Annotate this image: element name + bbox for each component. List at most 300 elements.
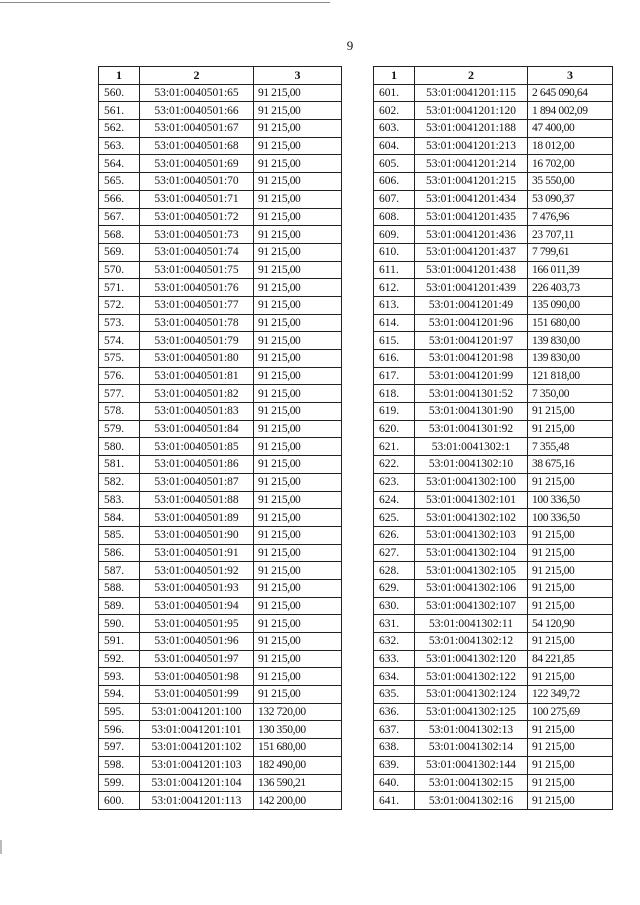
row-index: 571. — [99, 279, 140, 297]
row-index: 568. — [99, 226, 140, 244]
column-header-cadastral-number: 2 — [140, 67, 254, 85]
table-row — [374, 120, 613, 138]
row-index: 632. — [374, 633, 415, 651]
cadastral-number: 53:01:0041201:437 — [415, 243, 528, 261]
table-row — [99, 686, 342, 704]
cadastral-number: 53:01:0040501:72 — [140, 208, 254, 226]
table-row — [99, 703, 342, 721]
cadastral-value: 226 403,73 — [528, 279, 613, 297]
cadastral-value: 91 215,00 — [254, 403, 342, 421]
row-index: 582. — [99, 473, 140, 491]
row-index: 572. — [99, 296, 140, 314]
row-index: 634. — [374, 668, 415, 686]
row-index: 591. — [99, 633, 140, 651]
table-row — [374, 703, 613, 721]
row-index: 580. — [99, 438, 140, 456]
cadastral-number: 53:01:0041201:113 — [140, 792, 254, 810]
cadastral-value: 91 215,00 — [254, 509, 342, 527]
cadastral-number: 53:01:0040501:69 — [140, 155, 254, 173]
row-index: 626. — [374, 526, 415, 544]
cadastral-number: 53:01:0041201:100 — [140, 703, 254, 721]
table-row — [374, 544, 613, 562]
table-row — [374, 509, 613, 527]
cadastral-number: 53:01:0041201:49 — [415, 296, 528, 314]
cadastral-value: 1 894 002,09 — [528, 102, 613, 120]
cadastral-number: 53:01:0041301:52 — [415, 385, 528, 403]
cadastral-value: 91 215,00 — [528, 544, 613, 562]
cadastral-value: 7 476,96 — [528, 208, 613, 226]
cadastral-value: 91 215,00 — [254, 438, 342, 456]
cadastral-number: 53:01:0041302:14 — [415, 739, 528, 757]
table-row — [374, 721, 613, 739]
table-row — [99, 491, 342, 509]
row-index: 583. — [99, 491, 140, 509]
row-index: 625. — [374, 509, 415, 527]
cadastral-value: 35 550,00 — [528, 173, 613, 191]
cadastral-value: 91 215,00 — [254, 473, 342, 491]
row-index: 576. — [99, 367, 140, 385]
table-row — [374, 296, 613, 314]
cadastral-number: 53:01:0041302:102 — [415, 509, 528, 527]
cadastral-value: 91 215,00 — [254, 668, 342, 686]
table-row — [99, 650, 342, 668]
row-index: 613. — [374, 296, 415, 314]
cadastral-value: 91 215,00 — [528, 739, 613, 757]
cadastral-value: 91 215,00 — [254, 208, 342, 226]
cadastral-value: 132 720,00 — [254, 703, 342, 721]
cadastral-number: 53:01:0041201:99 — [415, 367, 528, 385]
cadastral-value: 91 215,00 — [254, 314, 342, 332]
table-row — [374, 739, 613, 757]
row-index: 627. — [374, 544, 415, 562]
row-index: 569. — [99, 243, 140, 261]
cadastral-value: 91 215,00 — [254, 296, 342, 314]
row-index: 601. — [374, 84, 415, 102]
cadastral-number: 53:01:0040501:89 — [140, 509, 254, 527]
table-row — [99, 456, 342, 474]
cadastral-number: 53:01:0040501:92 — [140, 562, 254, 580]
cadastral-value: 91 215,00 — [528, 579, 613, 597]
cadastral-value: 91 215,00 — [254, 526, 342, 544]
cadastral-value: 91 215,00 — [254, 332, 342, 350]
cadastral-number: 53:01:0040501:76 — [140, 279, 254, 297]
row-index: 567. — [99, 208, 140, 226]
cadastral-number: 53:01:0041302:15 — [415, 774, 528, 792]
table-row — [374, 633, 613, 651]
table-row — [99, 120, 342, 138]
cadastral-value: 16 702,00 — [528, 155, 613, 173]
cadastral-number: 53:01:0040501:65 — [140, 84, 254, 102]
cadastral-value: 91 215,00 — [528, 792, 613, 810]
cadastral-value: 151 680,00 — [254, 739, 342, 757]
cadastral-value: 53 090,37 — [528, 190, 613, 208]
row-index: 570. — [99, 261, 140, 279]
scan-top-rule — [0, 2, 330, 3]
column-header-index: 1 — [99, 67, 140, 85]
row-index: 581. — [99, 456, 140, 474]
row-index: 606. — [374, 173, 415, 191]
row-index: 584. — [99, 509, 140, 527]
cadastral-number: 53:01:0041201:98 — [415, 350, 528, 368]
cadastral-number: 53:01:0041201:97 — [415, 332, 528, 350]
cadastral-value: 100 336,50 — [528, 491, 613, 509]
cadastral-number: 53:01:0041201:104 — [140, 774, 254, 792]
row-index: 619. — [374, 403, 415, 421]
cadastral-number: 53:01:0040501:73 — [140, 226, 254, 244]
row-index: 566. — [99, 190, 140, 208]
cadastral-value: 91 215,00 — [254, 615, 342, 633]
row-index: 620. — [374, 420, 415, 438]
table-row — [99, 403, 342, 421]
cadastral-number: 53:01:0040501:93 — [140, 579, 254, 597]
cadastral-number: 53:01:0040501:88 — [140, 491, 254, 509]
row-index: 628. — [374, 562, 415, 580]
cadastral-number: 53:01:0041302:12 — [415, 633, 528, 651]
cadastral-value: 91 215,00 — [254, 279, 342, 297]
row-index: 622. — [374, 456, 415, 474]
cadastral-number: 53:01:0041201:438 — [415, 261, 528, 279]
cadastral-value: 130 350,00 — [254, 721, 342, 739]
cadastral-number: 53:01:0041201:102 — [140, 739, 254, 757]
cadastral-number: 53:01:0040501:68 — [140, 137, 254, 155]
table-row — [99, 526, 342, 544]
table-row — [99, 279, 342, 297]
table-row — [374, 243, 613, 261]
table-row — [374, 350, 613, 368]
cadastral-number: 53:01:0041201:115 — [415, 84, 528, 102]
table-row — [374, 367, 613, 385]
column-header-index: 1 — [374, 67, 415, 85]
cadastral-value: 91 215,00 — [254, 597, 342, 615]
row-index: 563. — [99, 137, 140, 155]
row-index: 593. — [99, 668, 140, 686]
cadastral-value: 135 090,00 — [528, 296, 613, 314]
cadastral-value: 121 818,00 — [528, 367, 613, 385]
cadastral-value: 38 675,16 — [528, 456, 613, 474]
cadastral-number: 53:01:0040501:78 — [140, 314, 254, 332]
table-row — [374, 473, 613, 491]
cadastral-value: 91 215,00 — [254, 84, 342, 102]
row-index: 562. — [99, 120, 140, 138]
cadastral-number: 53:01:0041302:107 — [415, 597, 528, 615]
cadastral-value: 91 215,00 — [254, 544, 342, 562]
cadastral-number: 53:01:0041201:188 — [415, 120, 528, 138]
table-row — [99, 350, 342, 368]
cadastral-number: 53:01:0040501:87 — [140, 473, 254, 491]
table-row — [374, 226, 613, 244]
cadastral-number: 53:01:0041201:101 — [140, 721, 254, 739]
cadastral-number: 53:01:0041302:11 — [415, 615, 528, 633]
row-index: 635. — [374, 686, 415, 704]
row-index: 618. — [374, 385, 415, 403]
column-header-cadastral-number: 2 — [415, 67, 528, 85]
cadastral-value: 139 830,00 — [528, 350, 613, 368]
cadastral-number: 53:01:0040501:84 — [140, 420, 254, 438]
cadastral-value: 91 215,00 — [528, 774, 613, 792]
row-index: 579. — [99, 420, 140, 438]
table-row — [374, 756, 613, 774]
table-row — [99, 296, 342, 314]
cadastral-number: 53:01:0041302:125 — [415, 703, 528, 721]
table-row — [374, 438, 613, 456]
table-row — [374, 173, 613, 191]
table-row — [99, 332, 342, 350]
cadastral-number: 53:01:0041201:434 — [415, 190, 528, 208]
row-index: 610. — [374, 243, 415, 261]
cadastral-value: 91 215,00 — [528, 756, 613, 774]
column-header-value: 3 — [254, 67, 342, 85]
cadastral-number: 53:01:0041201:215 — [415, 173, 528, 191]
row-index: 600. — [99, 792, 140, 810]
cadastral-value: 91 215,00 — [528, 633, 613, 651]
cadastral-number: 53:01:0041201:213 — [415, 137, 528, 155]
row-index: 607. — [374, 190, 415, 208]
table-row — [374, 615, 613, 633]
row-index: 595. — [99, 703, 140, 721]
cadastral-value: 91 215,00 — [254, 367, 342, 385]
row-index: 564. — [99, 155, 140, 173]
cadastral-value: 139 830,00 — [528, 332, 613, 350]
table-row — [99, 633, 342, 651]
row-index: 631. — [374, 615, 415, 633]
cadastral-value: 91 215,00 — [528, 403, 613, 421]
cadastral-number: 53:01:0041302:144 — [415, 756, 528, 774]
row-index: 598. — [99, 756, 140, 774]
cadastral-value: 122 349,72 — [528, 686, 613, 704]
row-index: 621. — [374, 438, 415, 456]
table-row — [99, 261, 342, 279]
cadastral-value: 91 215,00 — [528, 562, 613, 580]
cadastral-number: 53:01:0040501:86 — [140, 456, 254, 474]
cadastral-value: 91 215,00 — [254, 190, 342, 208]
table-row — [374, 456, 613, 474]
row-index: 639. — [374, 756, 415, 774]
table-row — [99, 438, 342, 456]
table-row — [374, 526, 613, 544]
cadastral-number: 53:01:0041301:92 — [415, 420, 528, 438]
row-index: 575. — [99, 350, 140, 368]
cadastral-number: 53:01:0041302:120 — [415, 650, 528, 668]
cadastral-value: 91 215,00 — [254, 137, 342, 155]
table-row — [374, 597, 613, 615]
row-index: 630. — [374, 597, 415, 615]
table-row — [99, 155, 342, 173]
table-row — [99, 190, 342, 208]
cadastral-value: 142 200,00 — [254, 792, 342, 810]
cadastral-value: 136 590,21 — [254, 774, 342, 792]
cadastral-number: 53:01:0040501:82 — [140, 385, 254, 403]
cadastral-value: 91 215,00 — [528, 473, 613, 491]
cadastral-number: 53:01:0040501:71 — [140, 190, 254, 208]
row-index: 597. — [99, 739, 140, 757]
cadastral-number: 53:01:0040501:81 — [140, 367, 254, 385]
cadastral-number: 53:01:0040501:75 — [140, 261, 254, 279]
row-index: 616. — [374, 350, 415, 368]
cadastral-value: 91 215,00 — [254, 420, 342, 438]
cadastral-value: 91 215,00 — [254, 173, 342, 191]
cadastral-value: 91 215,00 — [254, 243, 342, 261]
row-index: 587. — [99, 562, 140, 580]
register-table-right — [373, 66, 613, 810]
cadastral-value: 23 707,11 — [528, 226, 613, 244]
row-index: 605. — [374, 155, 415, 173]
cadastral-number: 53:01:0040501:90 — [140, 526, 254, 544]
cadastral-number: 53:01:0040501:91 — [140, 544, 254, 562]
cadastral-number: 53:01:0041302:103 — [415, 526, 528, 544]
table-row — [99, 84, 342, 102]
row-index: 636. — [374, 703, 415, 721]
table-row — [99, 226, 342, 244]
table-row — [99, 579, 342, 597]
cadastral-value: 151 680,00 — [528, 314, 613, 332]
cadastral-number: 53:01:0040501:95 — [140, 615, 254, 633]
row-index: 577. — [99, 385, 140, 403]
cadastral-number: 53:01:0041201:103 — [140, 756, 254, 774]
cadastral-number: 53:01:0040501:97 — [140, 650, 254, 668]
table-row — [374, 491, 613, 509]
cadastral-value: 91 215,00 — [254, 385, 342, 403]
cadastral-number: 53:01:0041302:100 — [415, 473, 528, 491]
cadastral-value: 91 215,00 — [254, 120, 342, 138]
cadastral-number: 53:01:0040501:96 — [140, 633, 254, 651]
cadastral-number: 53:01:0040501:94 — [140, 597, 254, 615]
cadastral-value: 91 215,00 — [528, 526, 613, 544]
cadastral-value: 100 336,50 — [528, 509, 613, 527]
row-index: 560. — [99, 84, 140, 102]
row-index: 608. — [374, 208, 415, 226]
cadastral-number: 53:01:0040501:74 — [140, 243, 254, 261]
table-row — [374, 562, 613, 580]
row-index: 585. — [99, 526, 140, 544]
cadastral-value: 182 490,00 — [254, 756, 342, 774]
cadastral-value: 91 215,00 — [528, 668, 613, 686]
cadastral-number: 53:01:0040501:98 — [140, 668, 254, 686]
cadastral-number: 53:01:0041302:105 — [415, 562, 528, 580]
table-row — [374, 792, 613, 810]
cadastral-value: 91 215,00 — [254, 650, 342, 668]
row-index: 638. — [374, 739, 415, 757]
cadastral-value: 91 215,00 — [254, 350, 342, 368]
row-index: 617. — [374, 367, 415, 385]
cadastral-value: 91 215,00 — [254, 155, 342, 173]
row-index: 614. — [374, 314, 415, 332]
row-index: 573. — [99, 314, 140, 332]
cadastral-number: 53:01:0040501:85 — [140, 438, 254, 456]
table-row — [374, 579, 613, 597]
table-row — [99, 756, 342, 774]
table-row — [99, 473, 342, 491]
row-index: 586. — [99, 544, 140, 562]
cadastral-number: 53:01:0041302:1 — [415, 438, 528, 456]
row-index: 603. — [374, 120, 415, 138]
cadastral-number: 53:01:0040501:77 — [140, 296, 254, 314]
cadastral-number: 53:01:0040501:70 — [140, 173, 254, 191]
cadastral-value: 91 215,00 — [254, 686, 342, 704]
cadastral-number: 53:01:0040501:99 — [140, 686, 254, 704]
cadastral-number: 53:01:0040501:66 — [140, 102, 254, 120]
cadastral-value: 2 645 090,64 — [528, 84, 613, 102]
row-index: 623. — [374, 473, 415, 491]
table-row — [374, 403, 613, 421]
cadastral-value: 91 215,00 — [528, 721, 613, 739]
table-header-row — [374, 67, 613, 85]
table-row — [99, 367, 342, 385]
table-row — [99, 668, 342, 686]
row-index: 561. — [99, 102, 140, 120]
table-row — [374, 332, 613, 350]
table-body-right — [374, 84, 613, 809]
table-row — [374, 155, 613, 173]
cadastral-number: 53:01:0041201:120 — [415, 102, 528, 120]
table-row — [374, 279, 613, 297]
table-row — [99, 243, 342, 261]
table-row — [374, 686, 613, 704]
cadastral-number: 53:01:0041201:436 — [415, 226, 528, 244]
row-index: 565. — [99, 173, 140, 191]
cadastral-number: 53:01:0041201:439 — [415, 279, 528, 297]
table-row — [99, 721, 342, 739]
row-index: 574. — [99, 332, 140, 350]
table-row — [99, 420, 342, 438]
table-row — [99, 385, 342, 403]
cadastral-number: 53:01:0041302:16 — [415, 792, 528, 810]
table-row — [99, 137, 342, 155]
cadastral-value: 91 215,00 — [254, 102, 342, 120]
cadastral-value: 100 275,69 — [528, 703, 613, 721]
cadastral-value: 166 011,39 — [528, 261, 613, 279]
table-row — [99, 509, 342, 527]
row-index: 594. — [99, 686, 140, 704]
table-row — [99, 615, 342, 633]
row-index: 633. — [374, 650, 415, 668]
cadastral-number: 53:01:0041201:435 — [415, 208, 528, 226]
row-index: 629. — [374, 579, 415, 597]
cadastral-value: 91 215,00 — [254, 633, 342, 651]
cadastral-value: 54 120,90 — [528, 615, 613, 633]
table-row — [99, 597, 342, 615]
cadastral-value: 84 221,85 — [528, 650, 613, 668]
table-row — [374, 190, 613, 208]
cadastral-number: 53:01:0041201:96 — [415, 314, 528, 332]
table-row — [99, 774, 342, 792]
table-row — [99, 102, 342, 120]
cadastral-number: 53:01:0041302:13 — [415, 721, 528, 739]
table-row — [99, 314, 342, 332]
row-index: 637. — [374, 721, 415, 739]
cadastral-value: 91 215,00 — [254, 226, 342, 244]
cadastral-number: 53:01:0041302:106 — [415, 579, 528, 597]
cadastral-value: 91 215,00 — [254, 562, 342, 580]
table-row — [374, 102, 613, 120]
table-row — [99, 173, 342, 191]
row-index: 641. — [374, 792, 415, 810]
cadastral-value: 91 215,00 — [254, 491, 342, 509]
table-row — [374, 261, 613, 279]
cadastral-number: 53:01:0041302:10 — [415, 456, 528, 474]
cadastral-number: 53:01:0040501:67 — [140, 120, 254, 138]
cadastral-number: 53:01:0041302:104 — [415, 544, 528, 562]
table-row — [374, 668, 613, 686]
cadastral-number: 53:01:0041302:124 — [415, 686, 528, 704]
cadastral-value: 91 215,00 — [528, 420, 613, 438]
register-table-left — [98, 66, 342, 810]
cadastral-value: 18 012,00 — [528, 137, 613, 155]
row-index: 612. — [374, 279, 415, 297]
cadastral-number: 53:01:0041302:122 — [415, 668, 528, 686]
table-row — [99, 792, 342, 810]
row-index: 590. — [99, 615, 140, 633]
page-number: 9 — [346, 38, 354, 53]
